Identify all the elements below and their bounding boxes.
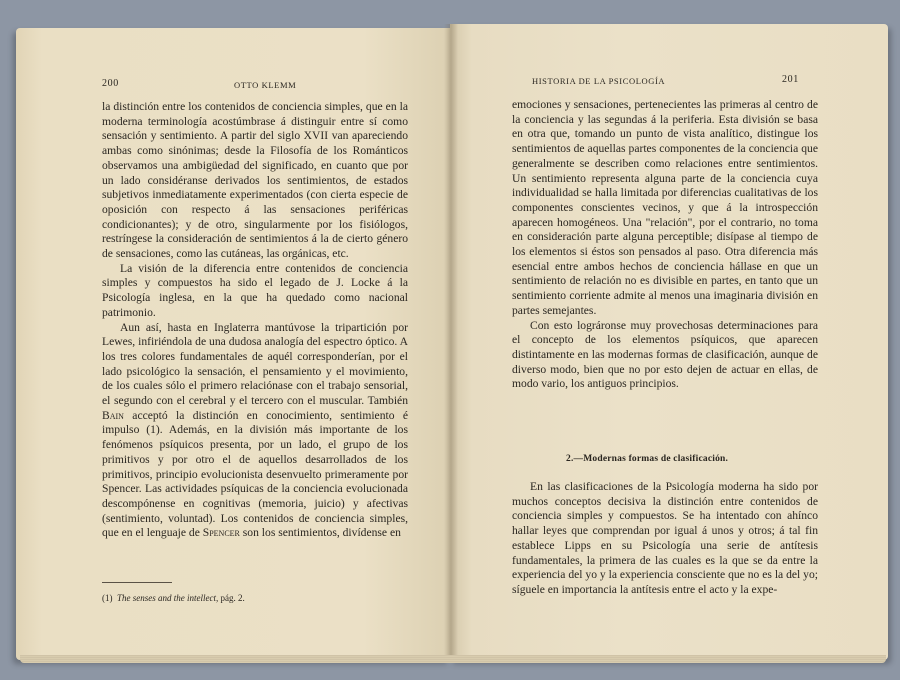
left-paragraph-3-end: son los sentimientos, divídense en (242, 526, 401, 540)
book-spine (444, 24, 458, 660)
footnote-title: The senses and the intellect, (117, 593, 219, 603)
right-section-paragraph: En las clasificaciones de la Psicología moderna ha sido por muchos conceptos decisiva la distinción entre contenidos de conciencia simples y compuestos. Se ha intentado con ahínco hallar leyes que comprendan por igual á unos y otros; á tal fin establece Lipps en su Psicología una serie de antítesis fundamentales, la primera de las cuales es la que se da entre la experiencia del yo y la experiencia consciente que no es la del yo; síguele en importancia la antítesis entre el acto y la expe- (512, 480, 818, 596)
left-paragraph-3-text: Aun así, hasta en Inglaterra mantúvose la tripartición por Lewes, infiriéndola de una dudosa analogía del espectro óptico. A los tres colores fundamentales de aquél corresponderían, por el lado psicológico la sensación, el pensamiento y el movimiento, de los cuales sólo el primero relaciónase con el trabajo sensorial, el segundo con el cerebral y el tercero con el muscular. También (102, 320, 408, 408)
footnote-marker: (1) (102, 593, 113, 603)
right-page-number: 201 (782, 74, 799, 85)
name-spencer: Spencer (202, 526, 240, 540)
right-section-body (512, 480, 818, 598)
left-paragraph-2: La visión de la diferencia entre contenidos de conciencia simples y compuestos ha sido el legado de J. Locke á la Psicología inglesa, en la que ha quedado como nacional patrimonio. (102, 261, 408, 319)
right-page-body (512, 98, 818, 392)
left-paragraph-1: la distinción entre los contenidos de conciencia simples, que en la moderna terminología acostúmbrase á distinguir entre sí como sensación y sentimiento. A partir del siglo XVII van apareciendo ambas como sinónimas; desde la Filosofía de los Románticos observamos una ambigüedad del significado, en cuanto que por un lado considéranse derivados los sentimientos, de estados subjetivos inmediatamente experimentados (con cierta especie de oposición con respecto á las sensaciones periféricas condicionantes); y de otro, singularmente por los fisiólogos, restríngese la consideración de sentimientos á la de cierto género de sensaciones, como las cutáneas, las orgánicas, etc. (102, 100, 408, 261)
left-running-head: OTTO KLEMM (234, 80, 297, 90)
right-paragraph-2: Con esto lográronse muy provechosas determinaciones para el concepto de los elementos psíquicos, que aparecen distintamente en las modernas formas de clasificación, aunque de diverso modo, bien que no por esto dejen de actuar en ellas, de modo vario, los antiguos principios. (512, 318, 818, 391)
right-page (450, 24, 888, 660)
section-heading: 2.—Modernas formas de clasificación. (566, 454, 729, 464)
footnote (102, 593, 245, 603)
left-page (16, 28, 450, 660)
left-page-body (102, 100, 408, 541)
page-edges (20, 655, 886, 663)
footnote-rule (102, 582, 172, 583)
left-paragraph-3-cont: acceptó la distinción en conocimiento, sentimiento é impulso (1). Además, en la división más importante de los fenómenos psíquicos presenta, por un lado, el grupo de los primitivos y por otro el de aquellos desarrollados de los primitivos, principio evolucionista desenvuelto primeramente por Spencer. Las actividades psíquicas de la conciencia evolucionada descompónense en cognitivas (memoria, juicio) y afectivas (sentimiento, voluntad). Los contenidos de conciencia simples, que en el lenguaje de (102, 408, 408, 540)
name-bain: Bain (102, 408, 124, 422)
left-paragraph-3 (102, 321, 408, 542)
footnote-page: pág. 2. (220, 593, 245, 603)
right-paragraph-1: emociones y sensaciones, pertenecientes las primeras al centro de la conciencia y las segundas á la periferia. Esta división se basa en otra que, tomando un punto de vista analítico, distingue los sentimientos de aquellas partes componentes de la conciencia que generalmente se describen como relaciones entre sentimientos. Un sentimiento representa alguna parte de la conciencia cuya individualidad se halla limitada por diferencias cualitativas de los componentes conscientes vecinos, y que á la introspección aparecen homogéneos. Una "relación", por el contrario, no toma en consideración parte alguna perceptible; disípase al tiempo de los elementos si éstos son pensados al paso. Otra diferencia más esencial entre ambos hechos de conciencia hállase en que un sentimiento de relación no es divisible en partes, en tanto que un sentimiento corriente admite al menos una imaginaria división en partes semejantes. (512, 98, 818, 317)
left-page-number: 200 (102, 78, 119, 89)
right-running-head: HISTORIA DE LA PSICOLOGÍA (532, 76, 666, 86)
